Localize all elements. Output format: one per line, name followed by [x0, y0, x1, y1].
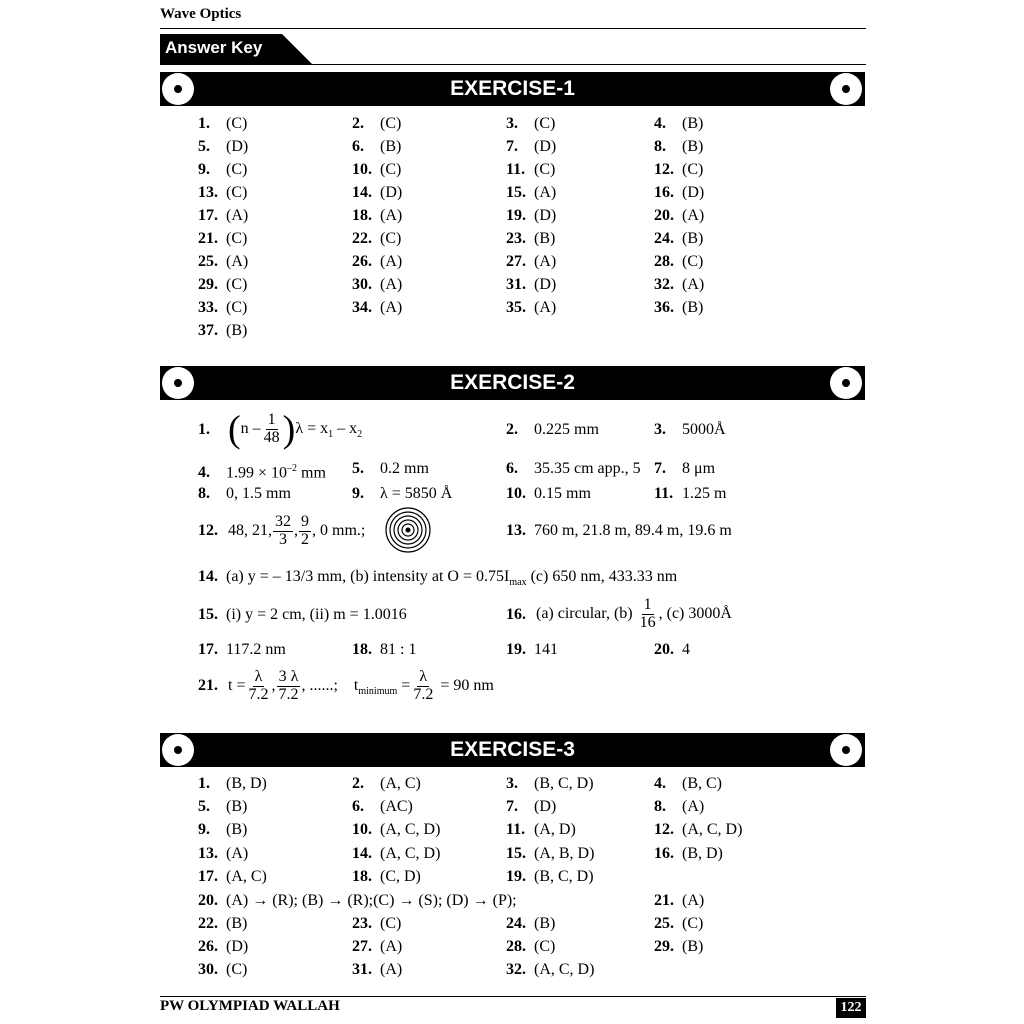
- ex1-answer: 17. (A): [198, 207, 249, 224]
- chapter-title: Wave Optics: [160, 6, 242, 22]
- ex2-answer-1: 1.: [198, 421, 210, 438]
- page-number: 122: [836, 998, 866, 1018]
- ex3-answer: 8. (A): [654, 798, 705, 815]
- ex2-answer-4: 4. $1.99 \times 10^{-2}$ mm: [198, 463, 326, 482]
- ex3-answer: 22. (B): [198, 915, 248, 932]
- ex1-answer: 36. (B): [654, 299, 704, 316]
- ex1-answer: 5. (D): [198, 138, 249, 155]
- ex3-answer: 32. (A, C, D): [506, 961, 595, 978]
- ex1-answer: 34. (A): [352, 299, 403, 316]
- ex2-answer-2: 2. 0.225 mm: [506, 421, 599, 438]
- exercise-1-header: [160, 72, 865, 106]
- ex3-answer: 5. (B): [198, 798, 248, 815]
- ex2-answer-16-value: (a) circular, (b) $\frac{1}{16}$ , (c) 3000Å: [536, 596, 732, 631]
- footer-rule: [160, 996, 866, 997]
- ex1-answer: 11. (C): [506, 161, 556, 178]
- ex1-answer: 19. (D): [506, 207, 557, 224]
- ring-bullet-icon: [830, 73, 862, 105]
- ex2-answer-16: 16.: [506, 606, 526, 623]
- ex1-answer: 29. (C): [198, 276, 248, 293]
- ex1-answer: 18. (A): [352, 207, 403, 224]
- ex1-answer: 10. (C): [352, 161, 402, 178]
- ex3-answer: 13. (A): [198, 845, 249, 862]
- ex1-answer: 1. (C): [198, 115, 248, 132]
- ex2-answer-12: 12.: [198, 522, 218, 539]
- ex2-answer-10: 10. 0.15 mm: [506, 485, 591, 502]
- ex3-answer: 7. (D): [506, 798, 557, 815]
- ex1-answer: 30. (A): [352, 276, 403, 293]
- ring-bullet-icon: [830, 734, 862, 766]
- ex2-answer-1-value: (n – $\frac{1}{48}$ )$\lambda = x_1 - x_2$: [228, 408, 363, 451]
- ex1-answer: 31. (D): [506, 276, 557, 293]
- ex2-answer-7: 7. 8 μm: [654, 460, 716, 477]
- ex3-answer: 14. (A, C, D): [352, 845, 441, 862]
- ex1-answer: 8. (B): [654, 138, 704, 155]
- ex2-answer-15: 15. (i) y = 2 cm, (ii) m = 1.0016: [198, 606, 407, 623]
- ex1-answer: 32. (A): [654, 276, 705, 293]
- ex2-answer-3: 3. 5000Å: [654, 421, 726, 438]
- ex3-answer: 27. (A): [352, 938, 403, 955]
- ex3-answer: 9. (B): [198, 821, 248, 838]
- ex3-answer: 1. (B, D): [198, 775, 267, 792]
- ex3-answer: 10. (A, C, D): [352, 821, 441, 838]
- ex1-answer: 12. (C): [654, 161, 704, 178]
- ex3-answer: 2. (A, C): [352, 775, 421, 792]
- ex1-answer: 9. (C): [198, 161, 248, 178]
- ex1-answer: 16. (D): [654, 184, 705, 201]
- ex3-answer: 24. (B): [506, 915, 556, 932]
- answer-key-label: Answer Key: [165, 38, 263, 57]
- ex2-answer-20: 20. 4: [654, 641, 690, 658]
- ex2-answer-9: 9. λ = 5850 Å: [352, 485, 453, 502]
- ex3-answer: 23. (C): [352, 915, 402, 932]
- answer-key-tab-shape: [160, 34, 866, 66]
- ex3-answer: 6. (AC): [352, 798, 413, 815]
- ex2-answer-11: 11. 1.25 m: [654, 485, 727, 502]
- ex3-answer-20: 20. (A) → (R); (B) → (R);(C) → (S); (D) → (P);: [198, 892, 517, 909]
- ex1-answer: 37. (B): [198, 322, 248, 339]
- ex3-answer: 25. (C): [654, 915, 704, 932]
- ex3-answer: 17. (A, C): [198, 868, 267, 885]
- ex1-answer: 24. (B): [654, 230, 704, 247]
- ex1-answer: 22. (C): [352, 230, 402, 247]
- ex3-answer: 4. (B, C): [654, 775, 722, 792]
- ex3-answer: 30. (C): [198, 961, 248, 978]
- ring-bullet-icon: [830, 367, 862, 399]
- ex2-answer-21: 21.: [198, 677, 218, 694]
- exercise-3-header: [160, 733, 865, 767]
- footer-publisher: PW OLYMPIAD WALLAH: [160, 998, 340, 1014]
- ex2-answer-19: 19. 141: [506, 641, 558, 658]
- ex3-answer: 18. (C, D): [352, 868, 421, 885]
- ex1-answer: 6. (B): [352, 138, 402, 155]
- ex3-answer: 12. (A, C, D): [654, 821, 743, 838]
- ex3-answer: 29. (B): [654, 938, 704, 955]
- ex1-answer: 28. (C): [654, 253, 704, 270]
- ex1-answer: 14. (D): [352, 184, 403, 201]
- ex2-answer-6: 6. 35.35 cm app., 5: [506, 460, 641, 477]
- ex2-answer-21-value: t = $\frac{\lambda}{7.2}$ , $\frac{3 \lambda}{7.2}$ , ......; $t_{minimum}$ = $\frac{\lambda}{7.2}$ = 90 nm: [228, 668, 494, 703]
- ex1-answer: 23. (B): [506, 230, 556, 247]
- ex1-answer: 3. (C): [506, 115, 556, 132]
- ex2-answer-12-value: 48, 21, $\frac{32}{3}$ , $\frac{9}{2}$ , 0 mm.;: [228, 513, 366, 548]
- ex1-answer: 15. (A): [506, 184, 557, 201]
- ex3-answer: 26. (D): [198, 938, 249, 955]
- ex1-answer: 27. (A): [506, 253, 557, 270]
- ex2-answer-17: 17. 117.2 nm: [198, 641, 286, 658]
- ex1-answer: 26. (A): [352, 253, 403, 270]
- ex2-answer-13: 13. 760 m, 21.8 m, 89.4 m, 19.6 m: [506, 522, 732, 539]
- ex2-answer-14: 14. (a) y = – 13/3 mm, (b) intensity at $O = 0.75I_{max}$ (c) 650 nm, 433.33 nm: [198, 568, 678, 589]
- exercise-2-header: [160, 366, 865, 400]
- ex3-answer: 11. (A, D): [506, 821, 576, 838]
- ex3-answer: 15. (A, B, D): [506, 845, 595, 862]
- answer-key-banner: [160, 34, 866, 66]
- ex1-answer: 7. (D): [506, 138, 557, 155]
- ex1-answer: 25. (A): [198, 253, 249, 270]
- ex1-answer: 4. (B): [654, 115, 704, 132]
- ex3-answer: 31. (A): [352, 961, 403, 978]
- ex3-answer-21: 21. (A): [654, 892, 705, 909]
- ex1-answer: 33. (C): [198, 299, 248, 316]
- ex3-answer: 3. (B, C, D): [506, 775, 594, 792]
- concentric-rings-icon: [384, 506, 432, 554]
- ex2-answer-5: 5. 0.2 mm: [352, 460, 429, 477]
- ex3-answer: 28. (C): [506, 938, 556, 955]
- exercise-3-title: EXERCISE-3: [450, 738, 575, 761]
- exercise-2-title: EXERCISE-2: [450, 371, 575, 394]
- ex3-answer: 19. (B, C, D): [506, 868, 594, 885]
- ex1-answer: 21. (C): [198, 230, 248, 247]
- answer-key-rule: [160, 64, 866, 65]
- ex1-answer: 35. (A): [506, 299, 557, 316]
- ex1-answer: 13. (C): [198, 184, 248, 201]
- ex1-answer: 2. (C): [352, 115, 402, 132]
- ex1-answer: 20. (A): [654, 207, 705, 224]
- ex2-answer-8: 8. 0, 1.5 mm: [198, 485, 291, 502]
- exercise-1-title: EXERCISE-1: [450, 77, 575, 100]
- ex3-answer: 16. (B, D): [654, 845, 723, 862]
- header-rule: [160, 28, 866, 29]
- ex2-answer-18: 18. 81 : 1: [352, 641, 417, 658]
